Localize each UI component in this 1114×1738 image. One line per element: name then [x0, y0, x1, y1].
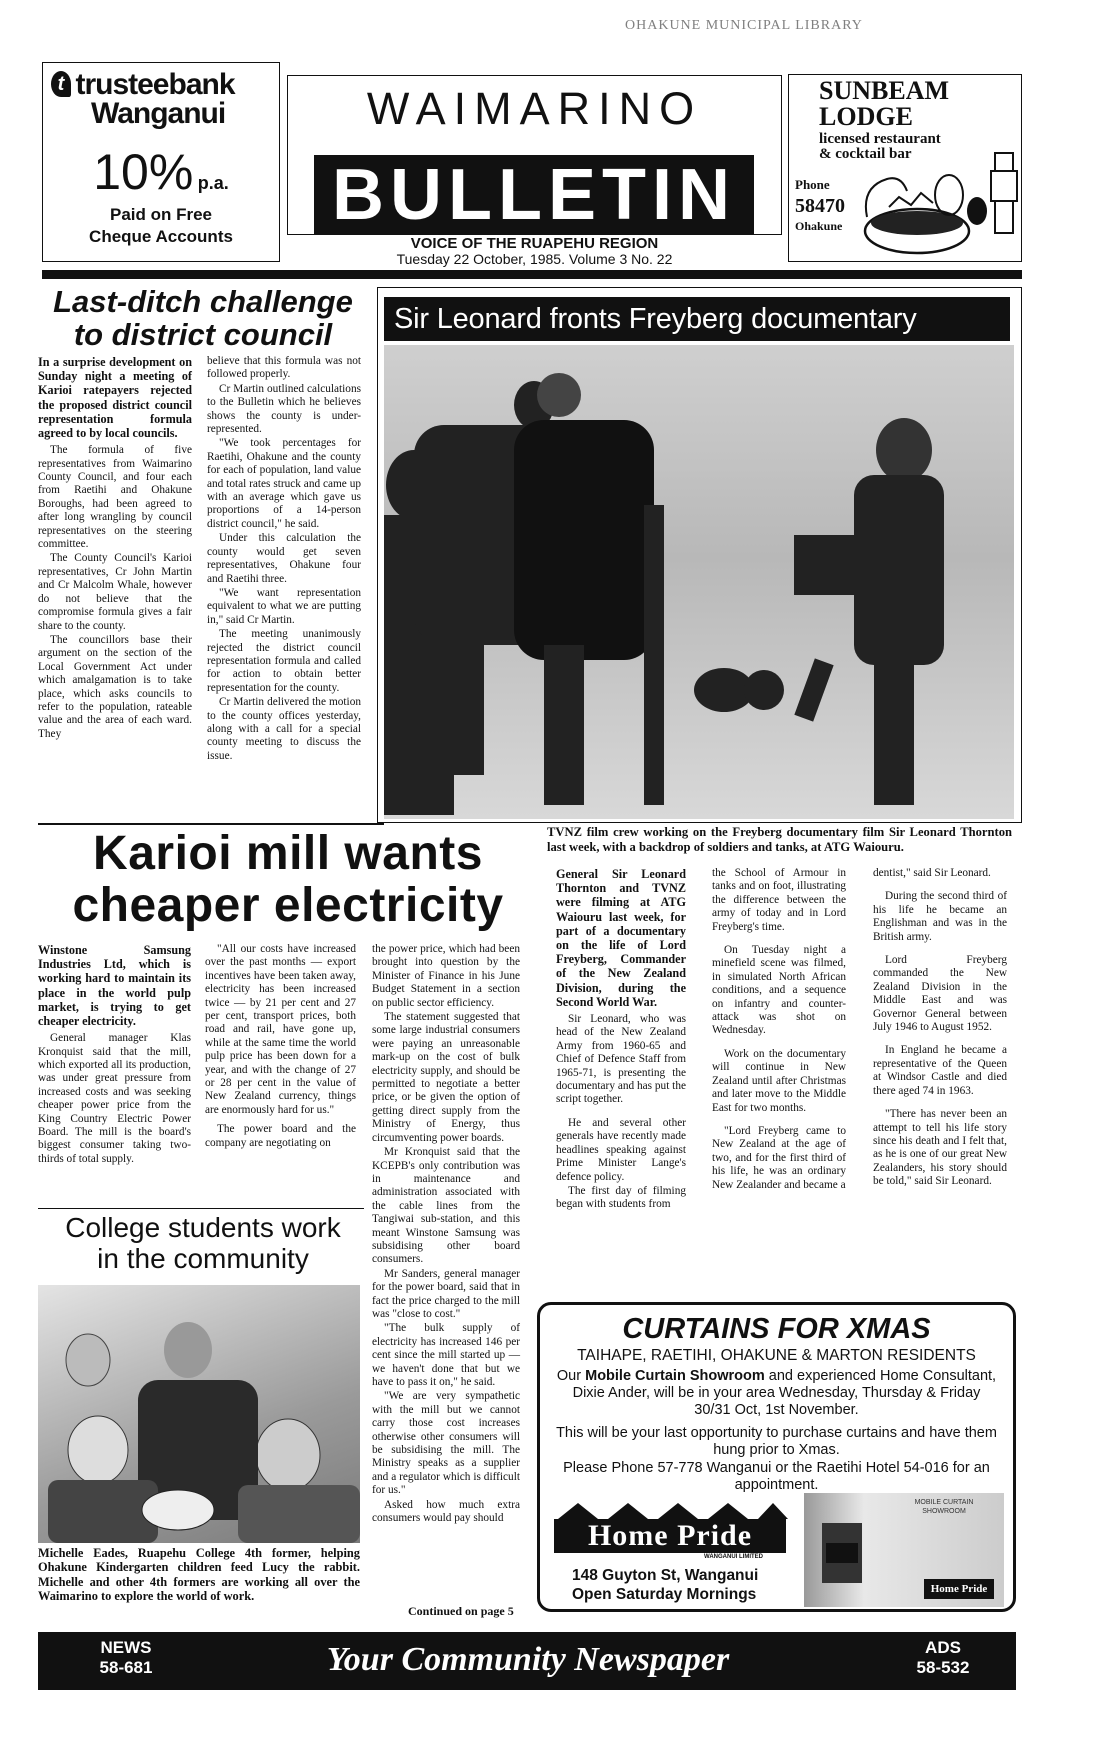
sunbeam-line1: licensed restaurant: [819, 131, 941, 147]
karioi-col1: [38, 943, 191, 1167]
trusteebank-ad[interactable]: [42, 62, 280, 262]
freyberg-col3-p5: "There has never been an attempt to tell his life story since his death and I felt that, as he is one of our great New Zealanders, his story should be told," said Sir Leonard.: [873, 1108, 1007, 1188]
curtains-headline: CURTAINS FOR XMAS: [622, 1313, 931, 1345]
council-headline-line1: Last-ditch challenge: [53, 284, 353, 319]
children-rabbit-photo-icon: [38, 1285, 360, 1543]
curtains-address: 148 Guyton St, Wanganui: [572, 1567, 759, 1584]
council-col1-p3: The councillors base their argument on the section of the Local Government Act under which amalgamation is to take place, which asks councils to refer to the population, rateable value and the area of each ward. They: [38, 633, 192, 740]
curtains-hours: Open Saturday Mornings: [572, 1586, 757, 1603]
karioi-continued: Continued on page 5: [408, 1604, 514, 1618]
council-col2-p2: Cr Martin outlined calculations to the Bulletin which he believes shows the county is under-represented.: [207, 382, 361, 436]
van-brand: Home Pride: [924, 1579, 994, 1599]
sunbeam-lodge-ad[interactable]: [788, 74, 1022, 262]
freyberg-col1: [556, 867, 686, 1213]
freyberg-col2: [712, 867, 846, 1193]
curtains-body-pre: Our: [556, 1368, 586, 1384]
freyberg-col1-p3: The first day of filming began with students from: [556, 1184, 686, 1211]
karioi-headline-line1: Karioi mill wants: [93, 827, 483, 880]
curtains-body3: Please Phone 57-778 Wanganui or the Raetihi Hotel 54-016 for an appointment.: [563, 1460, 990, 1493]
van-side-brand-icon: [826, 1543, 858, 1563]
curtains-body2: This will be your last opportunity to purchase curtains and have them hung prior to Xmas.: [556, 1425, 997, 1458]
council-col2: [207, 355, 361, 764]
sunbeam-name1: SUNBEAM: [819, 76, 950, 105]
freyberg-caption: TVNZ film crew working on the Freyberg documentary film Sir Leonard Thornton last week, with a backdrop of soldiers and tanks, at ATG Waiouru.: [547, 825, 1012, 854]
karioi-col3: [372, 943, 520, 1526]
freyberg-col3-p2: During the second third of his life he became an Englishman and was in the British army.: [873, 890, 1007, 943]
trusteebank-rate-suffix: p.a.: [197, 173, 229, 193]
karioi-col3-p1: the power price, which had been brought into question by the Minister of Finance in his June Budget Statement in a section on public sector efficiency.: [372, 943, 520, 1009]
footer-ads-label: ADS: [925, 1638, 961, 1657]
karioi-col2-p2: The power board and the company are negotiating on: [205, 1123, 356, 1149]
footer-slogan: Your Community Newspaper: [326, 1641, 730, 1678]
film-crew-photo-icon: [384, 345, 1014, 819]
curtains-body: [554, 1368, 999, 1419]
freyberg-col3-p4: In England he became a representative of the Queen at Windsor Castle and died there aged 74 in 1963.: [873, 1044, 1007, 1097]
van-text2: SHOWROOM: [922, 1508, 966, 1515]
freyberg-col2-p1: the School of Armour in tanks and on foot, illustrating the difference between the army of today and in Lord Freyberg's time.: [712, 867, 846, 933]
karioi-col3-p6: "We are very sympathetic with the mill but we cannot carry those cost increases otherwise other consumers will be subsidising the mill. The Ministry speaks as a supplier and a regulator which is difficult for us.": [372, 1390, 520, 1497]
trusteebank-name: trusteebank: [75, 68, 235, 101]
sunbeam-town: Ohakune: [795, 219, 843, 233]
council-col1-p1: The formula of five representatives from Waimarino County Council, and four each from Raetihi and Ohakune Boroughs, had been agreed to after long wrangling by council representatives on the steering committee.: [38, 444, 192, 551]
home-pride-brand: Home Pride: [554, 1519, 786, 1553]
karioi-col2: [205, 943, 356, 1151]
curtains-ad[interactable]: [537, 1302, 1016, 1612]
curtain-van-photo: [804, 1493, 1004, 1607]
footer-bar: [38, 1632, 1016, 1690]
masthead-title-main: BULLETIN: [314, 155, 754, 235]
karioi-col2-p1: "All our costs have increased over the past months — export incentives have been taken away, electricity has been increased twice — by 21 per cent and 27 per cent, transport prices, both road and rail, have gone up, while at the same time the world pulp price has been down for a year, and with the change of 27 or 28 per cent in the value of New Zealand currency, things are enormously hard for us.": [205, 943, 356, 1116]
council-bottom-rule: [38, 823, 384, 825]
freyberg-lead: General Sir Leonard Thornton and TVNZ were filming at ATG Waiouru last week, for part of a documentary on the life of Lord Freyberg, Commander of the New Zealand Division, during the Second World War.: [556, 867, 686, 1009]
karioi-divider: [38, 1208, 364, 1209]
footer-news-label: NEWS: [100, 1638, 152, 1657]
karioi-lead: Winstone Samsung Industries Ltd, which is working hard to maintain its place in the world pulp market, is trying to get cheaper electricity.: [38, 943, 191, 1029]
karioi-col3-p7: Asked how much extra consumers would pay should: [372, 1498, 520, 1525]
karioi-col3-p4: Mr Sanders, general manager for the power board, said that in fact the price charged to the mill was "close to cost.": [372, 1267, 520, 1320]
sunbeam-phone-label: Phone: [795, 177, 830, 192]
trusteebank-rate: 10%: [93, 144, 194, 200]
council-lead: In a surprise development on Sunday night a meeting of Karioi ratepayers rejected the proposed district council representation formula agreed to by local councils.: [38, 355, 192, 441]
food-and-wine-illustration-icon: [859, 147, 1019, 259]
sunbeam-phone: 58470: [795, 195, 845, 217]
trusteebank-line1: Paid on Free: [109, 205, 213, 224]
council-col2-p4: Under this calculation the county would get seven representatives, Ohakune four and Raetihi three.: [207, 532, 361, 585]
freyberg-col3-p1: dentist," said Sir Leonard.: [873, 867, 991, 879]
curtains-body-bold: Mobile Curtain Showroom: [585, 1368, 765, 1384]
college-headline-line2: in the community: [97, 1243, 309, 1274]
freyberg-col1-p1: Sir Leonard, who was head of the New Zealand Army from 1960-65 and Chief of Defence Staff from 1965-71, is presenting the documentary and has put the script together.: [556, 1013, 686, 1106]
freyberg-col1-p2: He and several other generals have recently made headlines speaking against Prime Minister Lange's defence policy.: [556, 1116, 686, 1183]
trusteebank-logo-icon: t: [51, 71, 71, 97]
council-col2-p3: "We took percentages for Raetihi, Ohakune and the county for each of population, land value and total rates struck and came up with an average which gave us proportions of a 14-person district council," he said.: [207, 437, 361, 530]
home-pride-small: WANGANUI LIMITED: [704, 1554, 763, 1560]
council-col1-p2: The County Council's Karioi representatives, Cr John Martin and Cr Malcolm Whale, however do not believe that the compromise formula gives a fair share to the county.: [38, 552, 192, 632]
freyberg-photo: [384, 345, 1014, 819]
college-caption: Michelle Eades, Ruapehu College 4th former, helping Ohakune Kindergarten children feed Lucy the rabbit. Michelle and other 4th formers are working all over the Waimarino to explore the world of work.: [38, 1546, 360, 1604]
masthead-tagline: VOICE OF THE RUAPEHU REGION: [410, 235, 659, 252]
awning-stripes-icon: [558, 1503, 788, 1519]
karioi-col3-p2: The statement suggested that some large industrial consumers were paying an unreasonable mark-up on the cost of bulk electricity supply, and should be permitted to negotiate a better price, or be given the option of getting direct supply from the Ministry of Energy, thus circumventing power boards.: [372, 1011, 520, 1144]
karioi-col3-p5: "The bulk supply of electricity has increased 146 per cent since the mill started up — we haven't done that but we have to pass it on," he said.: [372, 1322, 520, 1388]
karioi-headline: [38, 828, 538, 932]
karioi-col3-p3: Mr Kronquist said that the KCEPB's only contribution was in maintenance and administration associated with the cable lines from the Tangiwai sub-station, and this meant Winstone Samsung was subsidising other board consumers.: [372, 1146, 520, 1266]
masthead-title-top: WAIMARINO: [366, 83, 703, 134]
freyberg-col2-p4: "Lord Freyberg came to New Zealand at the age of two, and for the first third of his life, he was an ordinary New Zealander and became a: [712, 1124, 846, 1191]
trusteebank-line2: Cheque Accounts: [89, 227, 233, 246]
curtains-body-post: and experienced Home Consultant, Dixie Ander, will be in your area Wednesday, Thursday & Friday 30/31 Oct, 1st November.: [572, 1368, 997, 1418]
freyberg-headline: Sir Leonard fronts Freyberg documentary: [384, 297, 1010, 341]
freyberg-col3: [873, 867, 1007, 1190]
home-pride-logo: [554, 1503, 794, 1567]
masthead: [287, 75, 782, 265]
sunbeam-name2: LODGE: [819, 102, 913, 131]
council-col2-p5: "We want representation equivalent to what we are putting in," said Cr Martin.: [207, 586, 361, 626]
council-col2-p7: Cr Martin delivered the motion to the county offices yesterday, along with a call for a special county meeting to discuss the issue.: [207, 696, 361, 762]
council-headline-line2: to district council: [73, 317, 333, 352]
masthead-rule: [42, 270, 1022, 279]
freyberg-col2-p3: Work on the documentary will continue in New Zealand until after Christmas and later move to the Middle East for two months.: [712, 1047, 846, 1114]
college-headline-line1: College students work: [65, 1212, 341, 1243]
freyberg-col2-p2: On Tuesday night a minefield scene was filmed, in simulated North African conditions, and a sequence on infantry and counter-attack was shot on Wednesday.: [712, 944, 846, 1037]
sunbeam-line2: & cocktail bar: [819, 146, 912, 162]
library-stamp: OHAKUNE MUNICIPAL LIBRARY: [625, 18, 863, 33]
college-photo: [38, 1285, 360, 1543]
council-col2-p1: believe that this formula was not followed properly.: [207, 355, 361, 381]
footer-ads-phone: 58-532: [916, 1658, 970, 1677]
college-headline: [38, 1212, 368, 1274]
karioi-col1-p1: General manager Klas Kronquist said that the mill, which exported all its production, was under great pressure from increased costs and was seeking cheaper power price from the King Country Electric Power Board. The mill is the board's biggest consumer taking two-thirds of total supply.: [38, 1032, 191, 1165]
council-headline: [38, 285, 368, 351]
footer-news-phone: 58-681: [99, 1658, 153, 1677]
trusteebank-city: Wanganui: [91, 97, 226, 130]
karioi-headline-line2: cheaper electricity: [72, 879, 504, 932]
freyberg-col3-p3: Lord Freyberg commanded the New Zealand Division in the Middle East and was Governor General between July 1946 to August 1952.: [873, 954, 1007, 1034]
van-text1: MOBILE CURTAIN: [914, 1499, 974, 1506]
curtains-subhead: TAIHAPE, RAETIHI, OHAKUNE & MARTON RESIDENTS: [577, 1347, 976, 1364]
masthead-dateline: Tuesday 22 October, 1985. Volume 3 No. 22: [396, 251, 673, 267]
council-col2-p6: The meeting unanimously rejected the district council representation formula and called for action to obtain better representation for the county.: [207, 628, 361, 694]
council-col1: [38, 355, 192, 742]
